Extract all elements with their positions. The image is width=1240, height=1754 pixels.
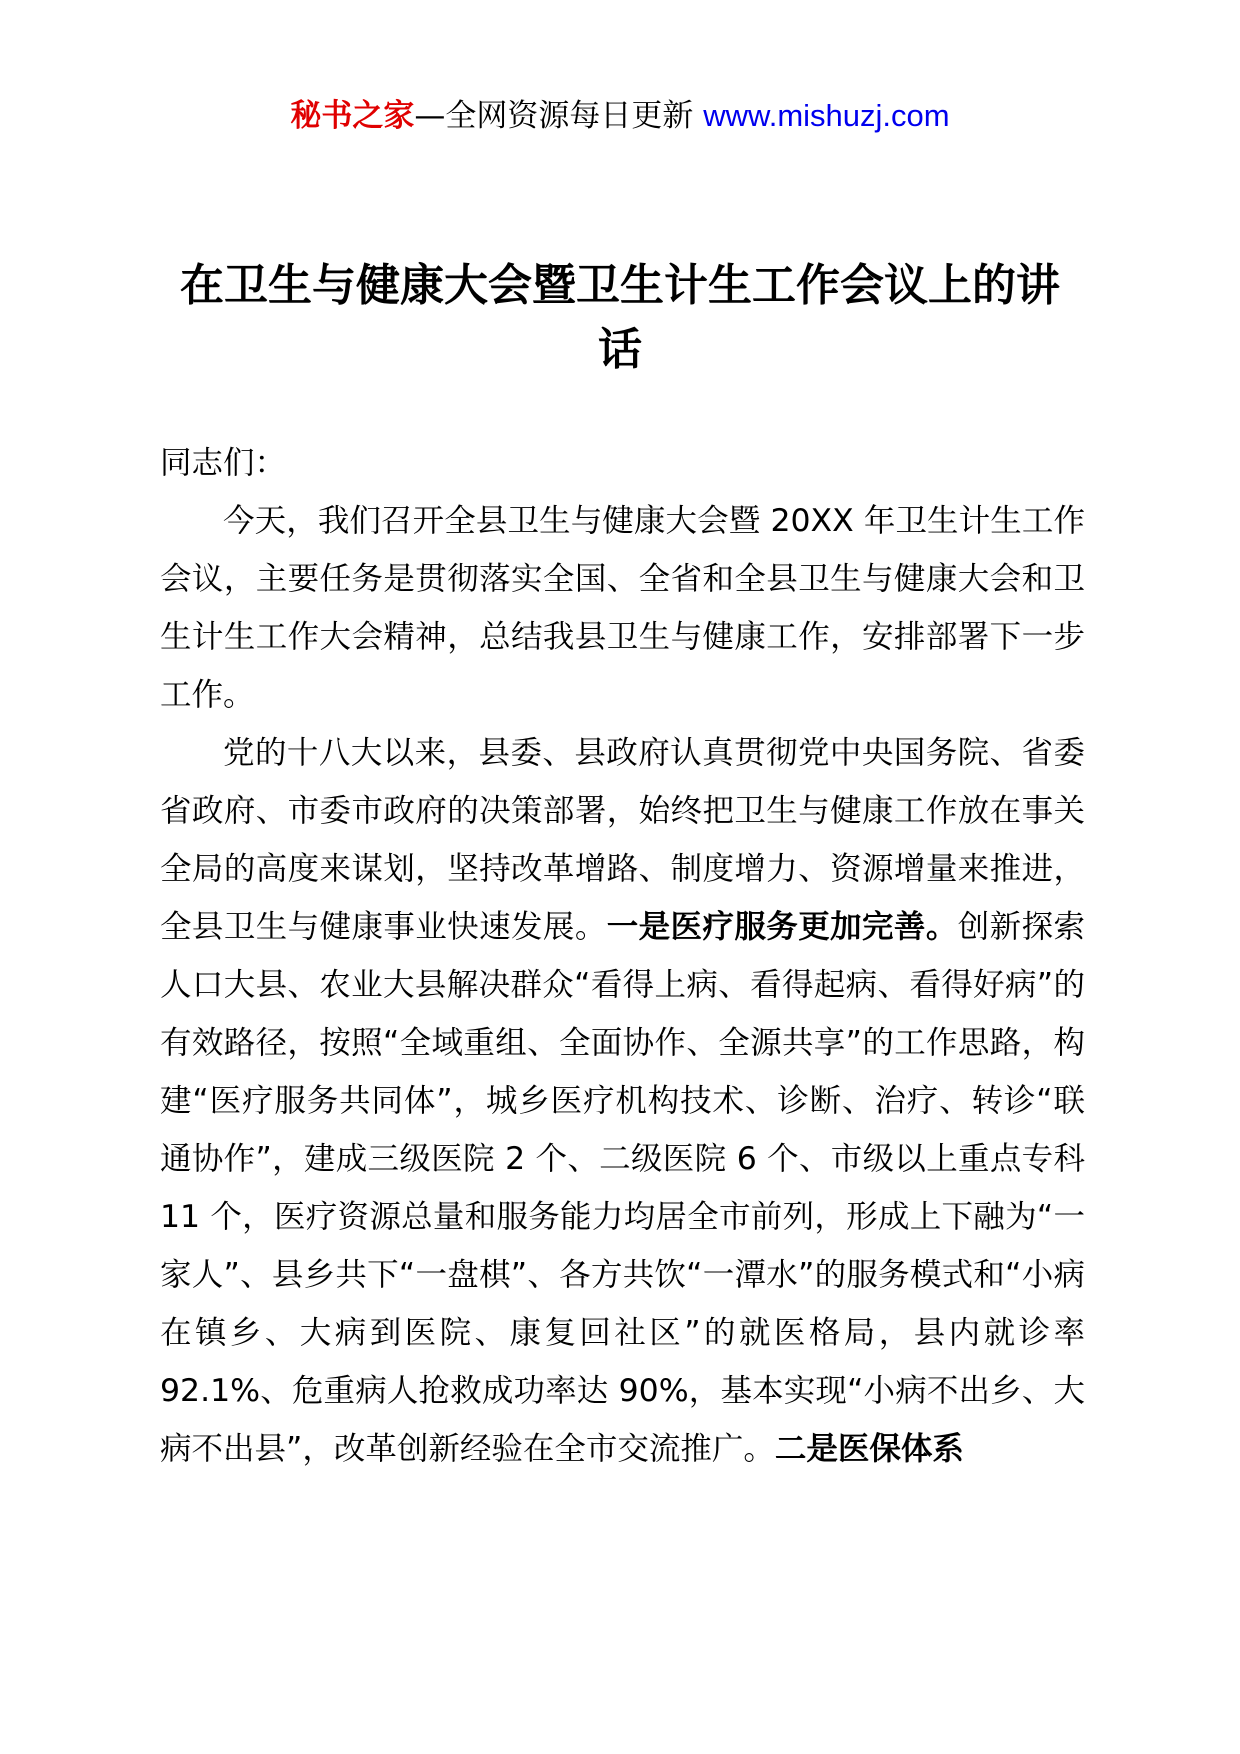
section-heading-medical-insurance: 二是医保体系 [774, 1431, 964, 1467]
paragraph-intro: 今天，我们召开全县卫生与健康大会暨 20XX 年卫生计生工作会议，主要任务是贯彻落实全国、全省和全县卫生与健康大会和卫生计生工作大会精神，总结我县卫生与健康工作，安排部署下一步工作。 [160, 503, 1085, 713]
paragraph-text: 创新探索人口大县、农业大县解决群众“看得上病、看得起病、看得好病”的有效路径，按照“全域重组、全面协作、全源共享”的工作思路，构建“医疗服务共同体”，城乡医疗机构技术、诊断、治疗、转诊“联通协作”，建成三级医院 2 个、二级医院 6 个、市级以上重点专科 11 个，医疗资源总量和服务能力均居全市前列，形成上下融为“一家人”、县乡共下“一盘棋”、各方共饮“一潭水”的服务模式和“小病在镇乡、大病到医院、康复回社区”的就医格局，县内就诊率 92.1%、危重病人抢救成功率达 90%，基本实现“小病不出乡、大病不出县”，改革创新经验在全市交流推广。 [160, 909, 1085, 1467]
paragraph-text: 党的十八大以来，县委、县政府认真贯彻党中央国务院、省委省政府、市委市政府的决策部署，始终把卫生与健康工作放在事关全局的高度来谋划，坚持改革增路、制度增力、资源增量来推进，全县卫生与健康事业快速发展。 [160, 735, 1085, 945]
site-header [0, 96, 1240, 136]
section-heading-medical-service: 一是医疗服务更加完善。 [606, 909, 958, 945]
document-title: 在卫生与健康大会暨卫生计生工作会议上的讲话 [180, 260, 1060, 375]
site-url-link[interactable]: www.mishuzj.com [703, 98, 950, 133]
paragraph-achievements [160, 724, 1085, 1478]
site-brand: 秘书之家 [290, 98, 415, 134]
document-body [160, 434, 1085, 1478]
site-tagline: —全网资源每日更新 [414, 98, 704, 134]
salutation: 同志们： [160, 445, 287, 481]
